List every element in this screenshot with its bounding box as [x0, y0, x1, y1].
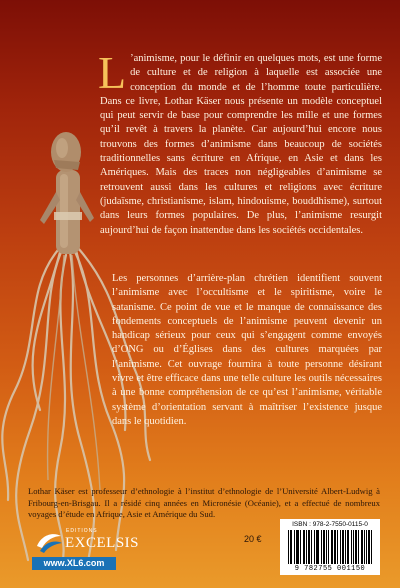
isbn-label: ISBN : 978-2-7550-0115-0	[292, 521, 368, 528]
barcode-graphic	[288, 530, 372, 564]
description-paragraph-1	[98, 47, 382, 238]
excelsis-wave-icon	[34, 526, 64, 556]
barcode-digits: 9 782755 001150	[294, 565, 366, 573]
publisher-logo	[34, 526, 140, 556]
author-biography: Lothar Käser est professeur d’ethnologie à l’institut d’ethnologie de l’Université Albert-Ludwig à Fribourg-en-Brisgau. Il a résidé cinq années en Micronésie (Océanie), et a effectué de nombreux voyages d’étude en Afrique, Asie et Amérique du Sud.	[28, 486, 380, 520]
drop-cap-letter: L	[98, 47, 127, 98]
description-paragraph-2: Les personnes d’arrière-plan chrétien identifient souvent l’animisme avec l’occultisme et le spiritisme, voire le satanisme. Ce point de vue et le manque de connaissance des fondements conceptuels de l’animisme peuvent devenir un handicap sérieux pour ceux qui s’engagent comme envoyés d’ONG ou d’Églises dans des cultures marquées par l’animisme. Cet ouvrage fournira à toute personne désirant vivre et être efficace dans une telle culture les outils nécessaires à une bonne compréhension de ce qu’est l’animisme, véritable système d’orientation servant à maîtriser l’existence jusque dans le quotidien.	[112, 273, 382, 427]
publisher-small-label: EDITIONS	[66, 528, 98, 534]
publisher-url[interactable]: www.XL6.com	[32, 557, 116, 570]
paragraph-1-text: ’animisme, pour le définir en quelques mots, est une forme de culture et de religion à laquelle est associée une conception du monde et de l’homme toute particulière. Dans ce livre, Lothar Käser nous présente un modèle conceptuel qui peut servir de base pour comprendre les mille et une formes qu’il revêt à travers la planète. Car aujourd’hui encore nous trouvons des formes d’animisme dans beaucoup de sociétés traditionnelles sans écriture en Afrique, en Asie et dans les Amériques. Mais des traces non négligeables d’animisme se retrouvent aussi dans les cultures et religions avec écriture (judaïsme, christianisme, islam, hindouisme, bouddhisme), surtout dans leurs formes populaires. De plus, l’animisme resurgit aujourd’hui de façon inattendue dans les sociétés occidentales.	[100, 53, 382, 236]
price-label: 20 €	[244, 534, 262, 544]
publisher-name: EXCELSIS	[65, 535, 140, 551]
isbn-barcode-box	[280, 519, 380, 575]
